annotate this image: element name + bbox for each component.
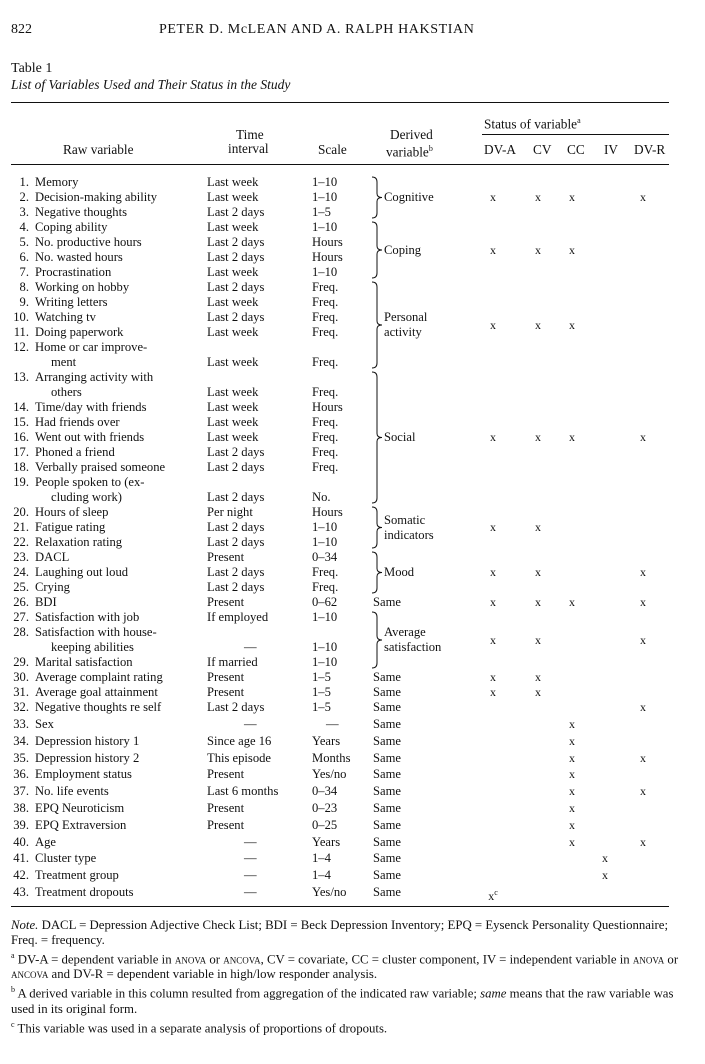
raw-variable-name: keeping abilities [51, 640, 134, 654]
time-interval: Last week [207, 400, 259, 414]
status-mark-dvr: x [640, 750, 646, 765]
raw-variable-name: Relaxation rating [35, 535, 123, 549]
table-label: Table 1 [11, 61, 53, 76]
time-interval: Since age 16 [207, 733, 272, 748]
dva-header: DV-A [484, 142, 517, 157]
scale-value: 0–62 [312, 595, 338, 609]
time-interval: Present [207, 595, 245, 609]
row-number: 30. [13, 670, 29, 684]
raw-variable-name: Cluster type [35, 851, 97, 866]
group-status-mark-cc: x [569, 190, 575, 204]
group-status-mark-cv: x [535, 317, 541, 332]
scale-value: Freq. [312, 565, 339, 579]
group-status-mark-cc: x [569, 430, 575, 444]
time-interval: — [244, 717, 257, 731]
time-interval: Last 2 days [207, 535, 265, 549]
row-number: 19. [13, 475, 29, 489]
table-notes [11, 918, 681, 1036]
row-number: 9. [19, 295, 29, 309]
group-status-mark-cv: x [535, 190, 541, 204]
raw-variable-name: EPQ Extraversion [35, 817, 127, 832]
time-interval: Present [207, 685, 245, 699]
raw-variable-name: Crying [35, 580, 70, 594]
group-status-mark-dva: x [490, 520, 496, 534]
bottom-rule [11, 906, 669, 907]
scale-value: Freq. [312, 580, 339, 594]
time-interval: This episode [207, 750, 272, 765]
time-interval: Last 2 days [207, 700, 265, 714]
time-interval: Last 6 months [207, 784, 279, 799]
group-status-mark-cv: x [535, 632, 541, 647]
time-interval: Last week [207, 385, 259, 399]
raw-variable-name: Memory [35, 175, 79, 189]
note-general: Note. DACL = Depression Adjective Check List; BDI = Beck Depression Inventory; EPQ = Eysenck Personality Questionnaire; Freq. = frequency. [11, 918, 668, 947]
time-interval: Last 2 days [207, 520, 265, 534]
raw-variable-name: Employment status [35, 767, 132, 782]
scale-value: Years [312, 733, 341, 748]
scale-value: 1–5 [312, 670, 331, 684]
group-status-mark-dva: x [490, 317, 496, 332]
status-mark-dvr: x [640, 700, 646, 714]
status-mark-dvr: x [640, 834, 646, 849]
row-number: 10. [13, 310, 29, 324]
scale-value: 1–10 [312, 640, 338, 654]
status-mark-cc: x [569, 767, 575, 782]
page-number: 822 [11, 22, 32, 37]
scale-value: No. [312, 490, 331, 504]
time-interval: Last week [207, 355, 259, 369]
row-number: 15. [13, 415, 29, 429]
cv-header: CV [533, 142, 552, 157]
running-header: PETER D. McLEAN AND A. RALPH HAKSTIAN [159, 22, 475, 37]
status-mark-cc: x [569, 750, 575, 765]
time-interval: Present [207, 670, 245, 684]
scale-value: 1–10 [312, 610, 338, 624]
status-mark-dva: x [490, 670, 496, 684]
row-number: 2. [19, 190, 29, 204]
scale-value: Freq. [312, 355, 339, 369]
raw-variable-name: No. wasted hours [35, 250, 123, 264]
raw-variable-name: others [51, 385, 82, 399]
scale-value: 1–4 [312, 851, 331, 866]
scale-value: 0–34 [312, 784, 338, 799]
raw-variable-name: Satisfaction with house- [35, 625, 157, 639]
scale-value: Freq. [312, 430, 339, 444]
time-interval: Last 2 days [207, 250, 265, 264]
group-status-mark-cc: x [569, 317, 575, 332]
raw-variable-name: Home or car improve- [35, 340, 148, 354]
raw-variable-name: Treatment group [35, 868, 119, 883]
raw-variable-name: No. life events [35, 784, 109, 799]
status-mark-cc: x [569, 717, 575, 731]
scale-value: 1–10 [312, 265, 338, 279]
row-number: 18. [13, 460, 29, 474]
time-interval: — [244, 868, 257, 883]
row-number: 24. [13, 565, 29, 579]
derived-variable: Same [373, 685, 401, 699]
row-number: 31. [13, 685, 29, 699]
scale-value: Hours [312, 235, 343, 249]
group-status-mark-dva: x [490, 190, 496, 204]
raw-variable-name: BDI [35, 595, 57, 609]
scale-header: Scale [318, 142, 347, 157]
status-mark-dvr: x [640, 784, 646, 799]
raw-variable-name: People spoken to (ex- [35, 475, 145, 489]
raw-variable-name: Had friends over [35, 415, 120, 429]
group-status-mark-dva: x [490, 565, 496, 579]
raw-variable-name: Hours of sleep [35, 505, 109, 519]
raw-variable-name: Depression history 1 [35, 733, 140, 748]
raw-variable-name: Average goal attainment [35, 685, 158, 699]
scale-value: Years [312, 834, 341, 849]
scale-value: 1–10 [312, 535, 338, 549]
time-interval: Per night [207, 505, 253, 519]
group-status-mark-dvr: x [640, 565, 646, 579]
scale-value: 1–4 [312, 868, 331, 883]
raw-variable-name: EPQ Neuroticism [35, 801, 125, 815]
raw-variable-name: Went out with friends [35, 430, 145, 444]
status-mark-iv: x [602, 851, 608, 866]
raw-variable-name: Fatigue rating [35, 520, 106, 534]
scale-value: Yes/no [312, 767, 347, 782]
cc-header: CC [567, 142, 585, 157]
raw-variable-name: Watching tv [35, 310, 96, 324]
raw-variable-name: No. productive hours [35, 235, 142, 249]
status-header: Status of variable$^a$ [484, 116, 581, 132]
scale-value: Freq. [312, 280, 339, 294]
derived-variable: Same [373, 750, 401, 765]
status-mark-dva: $x^c$ [488, 888, 498, 903]
header-rule [11, 164, 669, 165]
raw-variable-name: cluding work) [51, 490, 122, 504]
row-number: 11. [13, 325, 29, 339]
time-interval: Present [207, 817, 245, 832]
scale-value: Yes/no [312, 885, 347, 899]
row-number: 41. [13, 851, 29, 866]
group-brace [372, 177, 382, 218]
scale-value: Months [312, 750, 351, 765]
time-interval: Last 2 days [207, 490, 265, 504]
raw-variable-name: Satisfaction with job [35, 610, 140, 624]
scale-value: 1–5 [312, 700, 331, 714]
row-number: 36. [13, 767, 29, 782]
status-mark-cv: x [535, 670, 541, 684]
derived-variable: Same [373, 784, 401, 799]
status-mark-dva: x [490, 595, 496, 609]
raw-variable-name: Negative thoughts re self [35, 700, 162, 714]
derived-group-label: Somatic [384, 512, 426, 527]
scale-value: Freq. [312, 295, 339, 309]
time-interval: Last week [207, 220, 259, 234]
derived-variable: Same [373, 817, 401, 832]
row-number: 4. [19, 220, 29, 234]
time-interval: — [244, 640, 257, 654]
row-number: 6. [19, 250, 29, 264]
time-interval: Last 2 days [207, 565, 265, 579]
raw-variable-header: Raw variable [63, 142, 134, 157]
scale-value: Freq. [312, 325, 339, 339]
row-number: 20. [13, 505, 29, 519]
status-mark-cv: x [535, 595, 541, 609]
group-status-mark-dva: x [490, 632, 496, 647]
time-interval: Last week [207, 325, 259, 339]
time-interval: — [244, 834, 257, 849]
row-number: 22. [13, 535, 29, 549]
time-interval: Present [207, 767, 245, 782]
time-interval: Last 2 days [207, 235, 265, 249]
group-status-mark-dvr: x [640, 632, 646, 647]
raw-variable-name: Sex [35, 717, 54, 731]
derived-variable: Same [373, 733, 401, 748]
group-brace [372, 282, 382, 368]
status-rule [482, 134, 669, 135]
scale-value: 1–5 [312, 685, 331, 699]
derived-variable: Same [373, 595, 401, 609]
derived-variable: Same [373, 670, 401, 684]
scale-value: Hours [312, 250, 343, 264]
derived-header-2: variable$^b$ [386, 144, 433, 160]
row-number: 3. [19, 205, 29, 219]
scale-value: Hours [312, 400, 343, 414]
row-number: 12. [13, 340, 29, 354]
derived-group-label: Average [384, 625, 426, 639]
time-interval: Last week [207, 190, 259, 204]
group-status-mark-cv: x [535, 520, 541, 534]
raw-variable-name: Marital satisfaction [35, 655, 133, 669]
scale-value: 1–10 [312, 220, 338, 234]
scale-value: Hours [312, 505, 343, 519]
derived-header-1: Derived [390, 127, 433, 142]
derived-group-label: Coping [384, 242, 422, 257]
row-number: 26. [13, 595, 29, 609]
row-number: 5. [19, 235, 29, 249]
scale-value: 0–34 [312, 550, 338, 564]
derived-variable: Same [373, 885, 401, 899]
raw-variable-name: Coping ability [35, 220, 108, 234]
time-interval: Last 2 days [207, 445, 265, 459]
group-status-mark-cv: x [535, 430, 541, 444]
raw-variable-name: Verbally praised someone [35, 460, 166, 474]
scale-value: Freq. [312, 415, 339, 429]
derived-variable: Same [373, 851, 401, 866]
row-number: 23. [13, 550, 29, 564]
status-mark-cc: x [569, 784, 575, 799]
scale-value: Freq. [312, 445, 339, 459]
derived-variable: Same [373, 700, 401, 714]
note-c: $^c$ This variable was used in a separate analysis of proportions of dropouts. [11, 1019, 388, 1035]
group-status-mark-cv: x [535, 242, 541, 257]
group-brace [372, 372, 382, 503]
raw-variable-name: ment [51, 355, 77, 369]
status-mark-cc: x [569, 801, 575, 815]
time-interval: Last 2 days [207, 280, 265, 294]
time-interval: Last week [207, 265, 259, 279]
group-status-mark-dva: x [490, 430, 496, 444]
raw-variable-name: Time/day with friends [35, 400, 147, 414]
time-interval: Last 2 days [207, 205, 265, 219]
group-status-mark-dva: x [490, 242, 496, 257]
time-interval: Last 2 days [207, 580, 265, 594]
row-number: 43. [13, 885, 29, 899]
row-number: 8. [19, 280, 29, 294]
raw-variable-name: Laughing out loud [35, 565, 129, 579]
raw-variable-name: Depression history 2 [35, 750, 140, 765]
derived-group-label: satisfaction [384, 640, 442, 654]
derived-group-label: Social [384, 430, 416, 444]
group-brace [372, 552, 382, 593]
scale-value: 1–10 [312, 520, 338, 534]
row-number: 25. [13, 580, 29, 594]
raw-variable-name: Procrastination [35, 265, 112, 279]
scale-value: 0–23 [312, 801, 338, 815]
scale-value: 1–5 [312, 205, 331, 219]
derived-variable: Same [373, 834, 401, 849]
row-number: 39. [13, 817, 29, 832]
group-status-mark-dvr: x [640, 190, 646, 204]
derived-variable: Same [373, 767, 401, 782]
status-mark-cc: x [569, 595, 575, 609]
time-interval: Last 2 days [207, 310, 265, 324]
row-number: 28. [13, 625, 29, 639]
time-interval: Last week [207, 415, 259, 429]
scale-value: Freq. [312, 460, 339, 474]
status-mark-cv: x [535, 685, 541, 699]
scale-value: 1–10 [312, 175, 338, 189]
raw-variable-name: Working on hobby [35, 280, 130, 294]
status-mark-iv: x [602, 868, 608, 883]
note-b: $^b$ A derived variable in this column resulted from aggregation of the indicated raw variable; same means that the raw variable was used in its original form. [11, 985, 674, 1016]
group-braces [370, 172, 390, 512]
time-interval: Present [207, 550, 245, 564]
raw-variable-name: Age [35, 834, 56, 849]
raw-variable-name: Writing letters [35, 295, 108, 309]
raw-variable-name: Negative thoughts [35, 205, 127, 219]
time-interval: If employed [207, 610, 269, 624]
raw-variable-name: Average complaint rating [35, 670, 163, 684]
iv-header: IV [604, 142, 619, 157]
row-number: 21. [13, 520, 29, 534]
time-interval: If married [207, 655, 258, 669]
raw-variable-name: Arranging activity with [35, 370, 154, 384]
derived-variable: Same [373, 717, 401, 731]
row-number: 40. [13, 834, 29, 849]
status-mark-dvr: x [640, 595, 646, 609]
derived-group-label: Personal [384, 310, 428, 324]
scale-value: 0–25 [312, 817, 338, 832]
dvr-header: DV-R [634, 142, 666, 157]
time-interval: Last week [207, 430, 259, 444]
status-mark-cc: x [569, 834, 575, 849]
row-number: 14. [13, 400, 29, 414]
note-a: $^a$ DV-A = dependent variable in anova or ancova, CV = covariate, CC = cluster component, IV = independent variable in anova or ancova and DV-R = dependent variable in high/low responder analysis. [11, 951, 679, 982]
row-number: 17. [13, 445, 29, 459]
time-header-2: interval [228, 141, 269, 156]
group-status-mark-cc: x [569, 242, 575, 257]
raw-variable-name: Phoned a friend [35, 445, 115, 459]
row-number: 1. [19, 175, 29, 189]
group-brace [372, 612, 382, 668]
row-number: 13. [13, 370, 29, 384]
scale-value: Freq. [312, 310, 339, 324]
time-interval: — [244, 851, 257, 866]
row-number: 32. [13, 700, 29, 714]
derived-group-label: indicators [384, 527, 434, 542]
group-brace [372, 222, 382, 278]
status-mark-footnote: c [494, 888, 498, 897]
row-number: 7. [19, 265, 29, 279]
row-number: 37. [13, 784, 29, 799]
raw-variable-name: Treatment dropouts [35, 885, 134, 899]
status-mark-dva: x [490, 685, 496, 699]
row-number: 33. [13, 717, 29, 731]
raw-variable-name: Doing paperwork [35, 325, 124, 339]
scale-value: 1–10 [312, 655, 338, 669]
derived-group-label: Cognitive [384, 190, 434, 204]
row-number: 16. [13, 430, 29, 444]
derived-variable: Same [373, 801, 401, 815]
raw-variable-name: Decision-making ability [35, 190, 158, 204]
time-header-1: Time [236, 127, 264, 142]
row-number: 42. [13, 868, 29, 883]
group-status-mark-dvr: x [640, 430, 646, 444]
row-number: 34. [13, 733, 29, 748]
row-number: 38. [13, 801, 29, 815]
scale-value: — [326, 717, 339, 731]
time-interval: — [244, 885, 257, 899]
time-interval: Last week [207, 175, 259, 189]
derived-group-label: Mood [384, 565, 415, 579]
derived-variable: Same [373, 868, 401, 883]
raw-variable-name: DACL [35, 550, 70, 564]
row-number: 29. [13, 655, 29, 669]
row-number: 27. [13, 610, 29, 624]
group-status-mark-cv: x [535, 565, 541, 579]
scale-value: 1–10 [312, 190, 338, 204]
row-number: 35. [13, 750, 29, 765]
group-brace [372, 507, 382, 548]
top-rule [11, 102, 669, 103]
time-interval: Last week [207, 295, 259, 309]
time-interval: Last 2 days [207, 460, 265, 474]
status-mark-cc: x [569, 733, 575, 748]
time-interval: Present [207, 801, 245, 815]
status-mark-cc: x [569, 817, 575, 832]
scale-value: Freq. [312, 385, 339, 399]
derived-group-label: activity [384, 325, 422, 339]
table-title: List of Variables Used and Their Status in the Study [11, 77, 291, 92]
